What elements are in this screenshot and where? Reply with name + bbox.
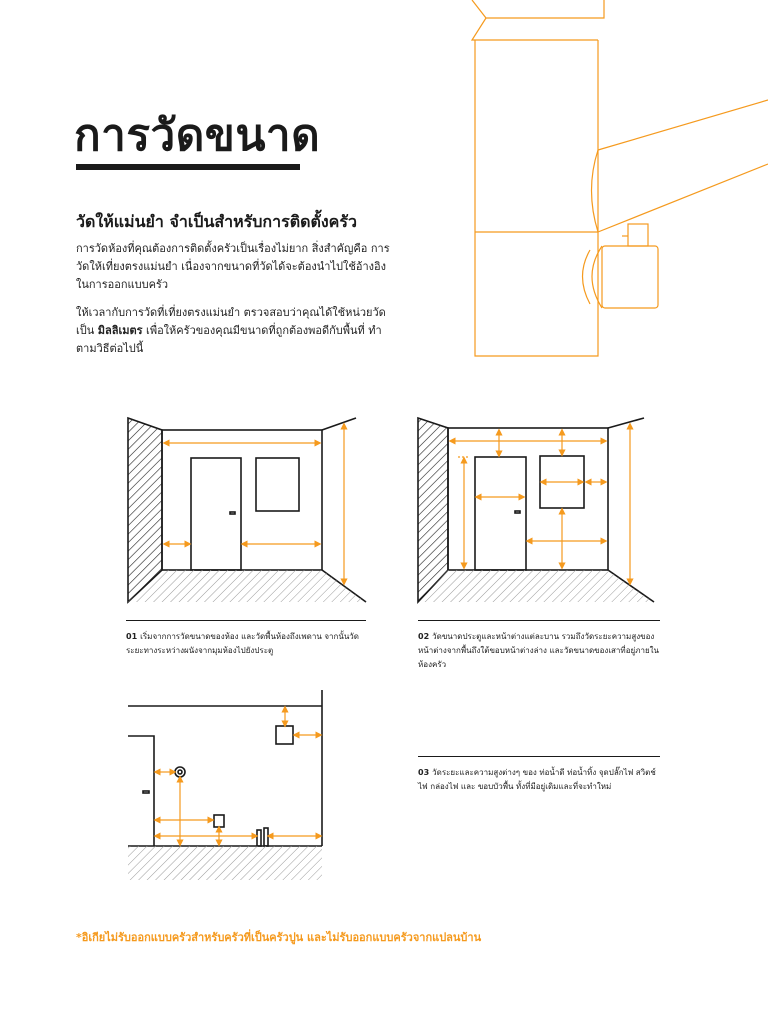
room-diagram-1 — [128, 418, 366, 602]
step-01-rule — [126, 620, 366, 621]
step-03-number: 03 — [418, 768, 430, 777]
page-title: การวัดขนาด — [74, 110, 321, 161]
wall-services-diagram — [128, 690, 322, 880]
step-02-number: 02 — [418, 632, 430, 641]
title-underline — [76, 164, 300, 170]
step-03-text: วัดระยะและความสูงต่างๆ ของ ท่อน้ำดี ท่อน้ำทิ้ง จุดปลั๊กไฟ สวิตช์ไฟ กล่องไฟ และ ขอบบัวพื้น ทั้งที่มีอยู่เดิมและที่จะทำใหม่ — [418, 768, 656, 791]
intro-paragraph-2-end: เพื่อให้ครัวของคุณมีขนาดที่ถูกต้องพอดีกับพื้นที่ ทำตามวิธีต่อไปนี้ — [76, 324, 382, 355]
footnote: *อิเกียไม่รับออกแบบครัวสำหรับครัวที่เป็นครัวปูน และไม่รับออกแบบครัวจากแปลนบ้าน — [76, 931, 482, 944]
step-03-rule — [418, 756, 660, 757]
step-02-text: วัดขนาดประตูและหน้าต่างแต่ละบาน รวมถึงวัดระยะความสูงของหน้าต่างจากพื้นถึงใต้ขอบหน้าต่างล่าง และวัดขนาดของเสาที่อยู่ภายในห้องครัว — [418, 632, 660, 669]
step-03-caption — [418, 766, 660, 794]
step-01-text: เริ่มจากการวัดขนาดของห้อง และวัดพื้นห้องถึงเพดาน จากนั้นวัดระยะทางระหว่างผนังจากมุมห้องไปยังประตู — [126, 632, 359, 655]
intro-paragraph-1: การวัดห้องที่คุณต้องการติดตั้งครัวเป็นเรื่องไม่ยาก สิ่งสำคัญคือ การวัดให้เที่ยงตรงแม่นยำ เนื่องจากขนาดที่วัดได้จะต้องนำไปใช้อ้างอิง ในการออกแบบครัว — [76, 242, 390, 291]
room-diagram-2 — [418, 418, 654, 602]
step-02-caption — [418, 630, 660, 672]
intro-paragraph-2-start: ให้เวลากับการวัดที่เที่ยงตรงแม่นยำ ตรวจสอบว่าคุณได้ใช้หน่วยวัดเป็น — [76, 306, 386, 337]
unit-emphasis: มิลลิเมตร — [97, 324, 143, 337]
intro-paragraph-2 — [76, 304, 396, 358]
step-02-rule — [418, 620, 660, 621]
step-01-caption — [126, 630, 368, 658]
subtitle: วัดให้แม่นยำ จำเป็นสำหรับการติดตั้งครัว — [76, 212, 357, 231]
step-01-number: 01 — [126, 632, 138, 641]
